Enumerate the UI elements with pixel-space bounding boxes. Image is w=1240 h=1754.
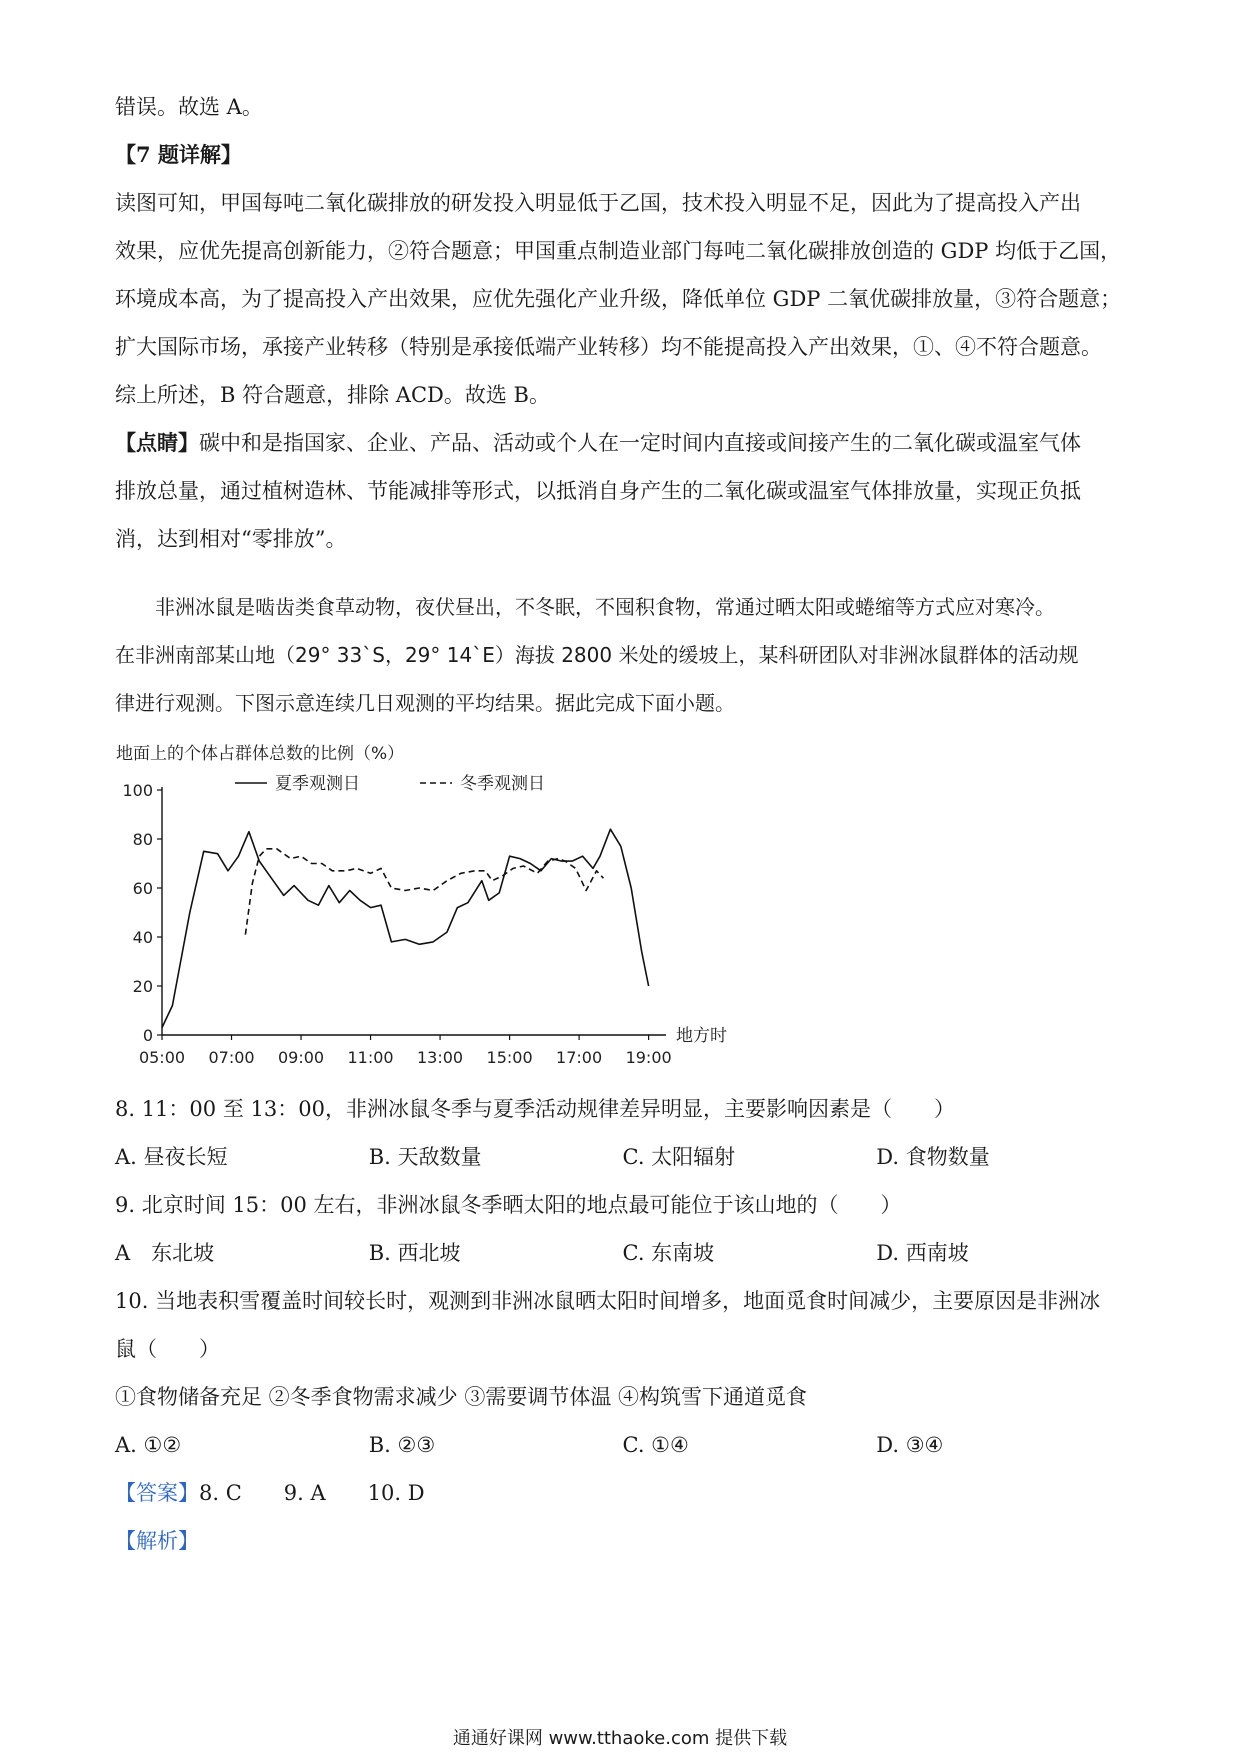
passage-line: 非洲冰鼠是啮齿类食草动物，夜伏昼出，不冬眠，不囤积食物，常通过晒太阳或蜷缩等方式应对寒冷。 bbox=[155, 595, 1055, 619]
y-tick-label: 60 bbox=[132, 879, 153, 898]
x-tick-label: 09:00 bbox=[277, 1048, 325, 1067]
x-tick-label: 05:00 bbox=[138, 1048, 186, 1067]
x-tick-label: 17:00 bbox=[556, 1048, 603, 1067]
y-tick-label: 0 bbox=[142, 1026, 153, 1045]
passage-line: 在非洲南部某山地（29° 33`S，29° 14`E）海拔 2800 米处的缓坡上，某科研团队对非洲冰鼠群体的活动规 bbox=[115, 643, 1079, 667]
passage-line: 律进行观测。下图示意连续几日观测的平均结果。据此完成下面小题。 bbox=[115, 691, 735, 715]
answer-label: 【答案】 bbox=[115, 1481, 199, 1505]
option-a: A 东北坡 bbox=[115, 1241, 215, 1265]
explanation-line: 环境成本高，为了提高投入产出效果，应优先强化产业升级，降低单位 GDP 二氧优碳排放量，③符合题意； bbox=[115, 287, 1122, 311]
x-tick-label: 15:00 bbox=[486, 1048, 533, 1067]
option-d: D. 食物数量 bbox=[876, 1145, 990, 1169]
answer-line: 错误。故选 A。 bbox=[115, 95, 263, 119]
y-tick-label: 40 bbox=[132, 928, 153, 947]
question-9-options bbox=[115, 1229, 1130, 1277]
questions-block bbox=[115, 1085, 1130, 1565]
question-8-options bbox=[115, 1133, 1130, 1181]
tip-line: 排放总量，通过植树造林、节能减排等形式，以抵消自身产生的二氧化碳或温室气体排放量，实现正负抵 bbox=[115, 479, 1081, 503]
explanation-line: 扩大国际市场，承接产业转移（特别是承接低端产业转移）均不能提高投入产出效果，①、④不符合题意。 bbox=[115, 335, 1102, 359]
legend-label-2: 冬季观测日 bbox=[460, 774, 545, 794]
x-tick-label: 07:00 bbox=[208, 1048, 255, 1067]
footer-credit: 通通好课网 www.tthaoke.com 提供下载 bbox=[452, 1728, 788, 1749]
explanation-block bbox=[115, 83, 1130, 563]
option-b: B. 西北坡 bbox=[368, 1241, 461, 1265]
x-tick-label: 11:00 bbox=[347, 1048, 394, 1067]
option-b: B. ②③ bbox=[368, 1433, 436, 1457]
y-axis-title: 地面上的个体占群体总数的比例（%） bbox=[116, 744, 405, 764]
answer-text: 8. C 9. A 10. D bbox=[199, 1481, 425, 1505]
y-tick-label: 20 bbox=[132, 977, 153, 996]
tip-line bbox=[115, 419, 1130, 467]
option-d: D. ③④ bbox=[876, 1433, 944, 1457]
legend-label-1: 夏季观测日 bbox=[275, 774, 360, 794]
option-a: A. ①② bbox=[115, 1433, 182, 1457]
analysis-label: 【解析】 bbox=[115, 1529, 199, 1553]
option-a: A. 昼夜长短 bbox=[115, 1145, 228, 1169]
section-heading-q7: 【7 题详解】 bbox=[115, 142, 242, 167]
answer-line bbox=[115, 1469, 1130, 1517]
x-axis-title: 地方时 bbox=[676, 1026, 727, 1046]
option-b: B. 天敌数量 bbox=[368, 1145, 482, 1169]
question-8-stem: 8. 11：00 至 13：00，非洲冰鼠冬季与夏季活动规律差异明显，主要影响因素是（ ） bbox=[115, 1097, 955, 1121]
question-10-stem: 10. 当地表积雪覆盖时间较长时，观测到非洲冰鼠晒太阳时间增多，地面觅食时间减少，主要原因是非洲冰 bbox=[115, 1289, 1101, 1313]
x-tick-label: 13:00 bbox=[417, 1048, 464, 1067]
question-10-items: ①食物储备充足 ②冬季食物需求减少 ③需要调节体温 ④构筑雪下通道觅食 bbox=[115, 1385, 808, 1409]
tip-line: 消，达到相对“零排放”。 bbox=[115, 527, 347, 551]
explanation-line: 效果，应优先提高创新能力，②符合题意；甲国重点制造业部门每吨二氧化碳排放创造的 GDP 均低于乙国， bbox=[115, 239, 1122, 263]
question-10-options bbox=[115, 1421, 1130, 1469]
explanation-line: 读图可知，甲国每吨二氧化碳排放的研发投入明显低于乙国，技术投入明显不足，因此为了提高投入产出 bbox=[115, 191, 1081, 215]
series-line-1 bbox=[162, 829, 649, 1027]
option-c: C. 东南坡 bbox=[622, 1241, 715, 1265]
tip-label: 【点睛】 bbox=[115, 430, 199, 455]
explanation-line: 综上所述，B 符合题意，排除 ACD。故选 B。 bbox=[115, 383, 550, 407]
y-tick-label: 80 bbox=[132, 830, 153, 849]
activity-line-chart bbox=[100, 740, 740, 1080]
reading-passage bbox=[115, 583, 1130, 727]
x-tick-label: 19:00 bbox=[625, 1048, 672, 1067]
option-c: C. 太阳辐射 bbox=[622, 1145, 736, 1169]
y-tick-label: 100 bbox=[122, 781, 153, 800]
question-10-stem-continued: 鼠（ ） bbox=[115, 1337, 220, 1361]
question-9-stem: 9. 北京时间 15：00 左右，非洲冰鼠冬季晒太阳的地点最可能位于该山地的（ ） bbox=[115, 1193, 902, 1217]
option-c: C. ①④ bbox=[622, 1433, 689, 1457]
option-d: D. 西南坡 bbox=[876, 1241, 969, 1265]
tip-text: 碳中和是指国家、企业、产品、活动或个人在一定时间内直接或间接产生的二氧化碳或温室气体 bbox=[199, 431, 1081, 455]
